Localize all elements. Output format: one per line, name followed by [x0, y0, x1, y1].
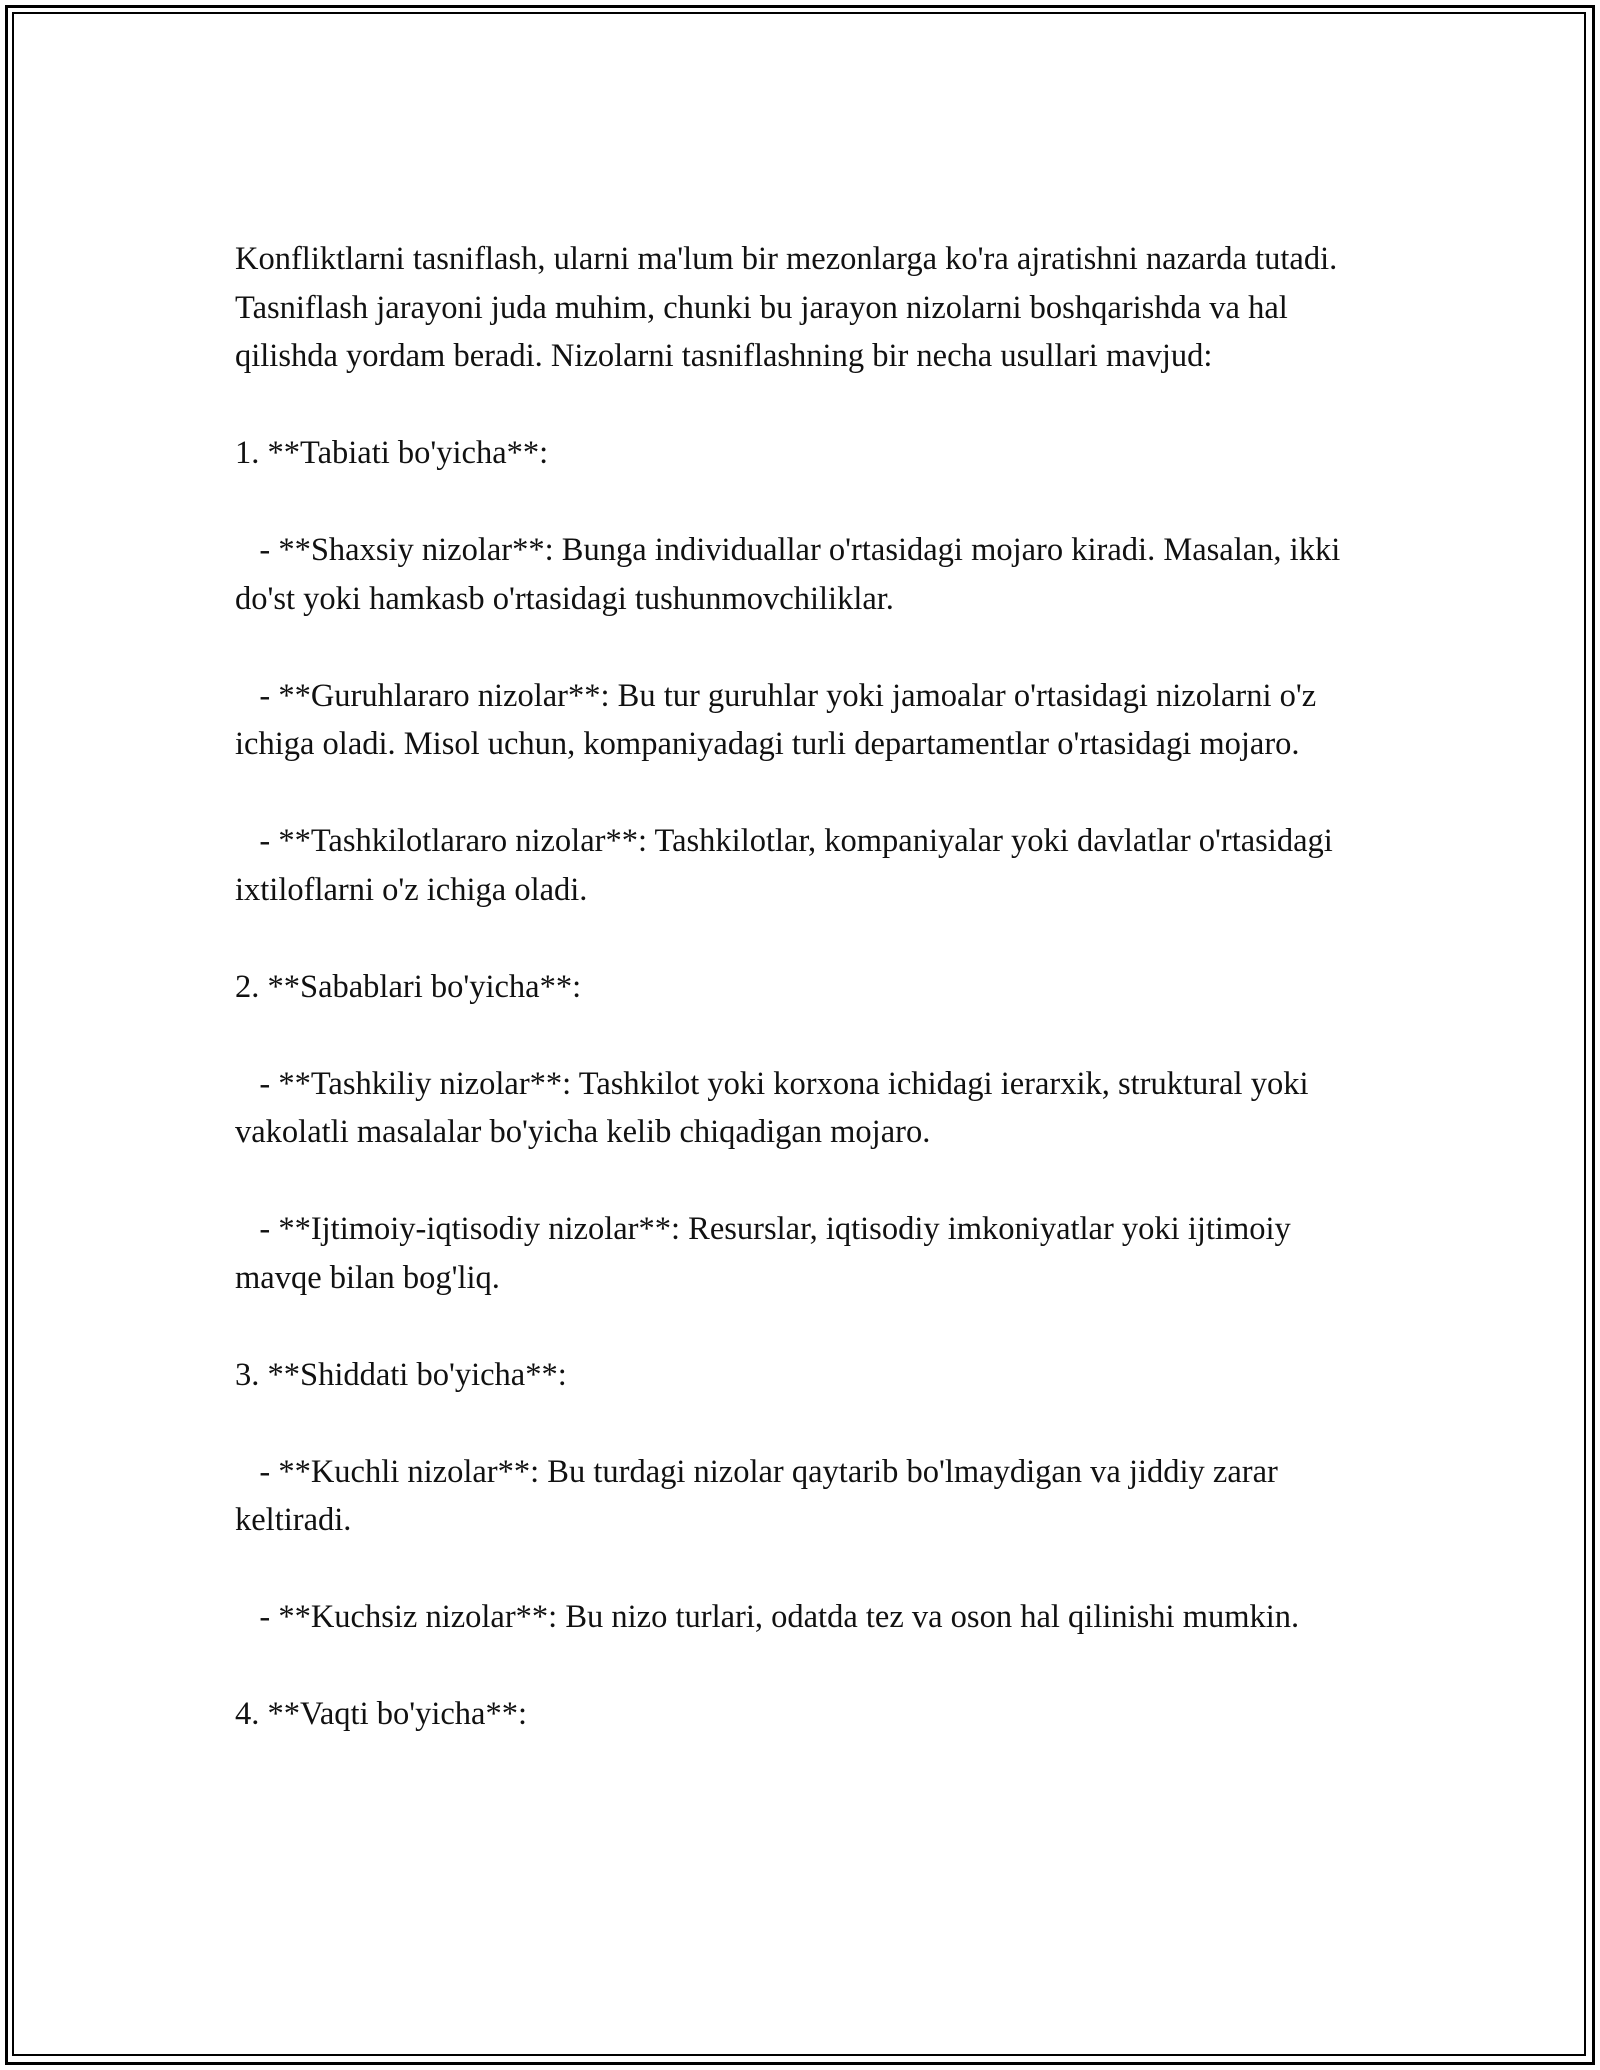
intro-paragraph: Konfliktlarni tasniflash, ularni ma'lum bir mezonlarga ko'ra ajratishni nazarda tutadi. Tasniflash jarayoni juda muhim, chunki bu jarayon nizolarni boshqarishda va hal qilishda yordam beradi. Nizolarni tasniflashning bir necha usullari mavjud: [235, 241, 1345, 374]
list-item-kuchli: - **Kuchli nizolar**: Bu turdagi nizolar qaytarib bo'lmaydigan va jiddiy zarar keltiradi. [235, 1453, 1286, 1538]
list-item-ijtimoiy-iqtisodiy: - **Ijtimoiy-iqtisodiy nizolar**: Resurslar, iqtisodiy imkoniyatlar yoki ijtimoiy mavqe bilan bog'liq. [235, 1211, 1299, 1296]
list-item-tashkilotlararo: - **Tashkilotlararo nizolar**: Tashkilotlar, kompaniyalar yoki davlatlar o'rtasidagi ixtiloflarni o'z ichiga oladi. [235, 823, 1341, 908]
list-item-kuchsiz: - **Kuchsiz nizolar**: Bu nizo turlari, odatda tez va oson hal qilinishi mumkin. [235, 1599, 1300, 1635]
list-item-guruhlararo: - **Guruhlararo nizolar**: Bu tur guruhlar yoki jamoalar o'rtasidagi nizolarni o'z ichiga oladi. Misol uchun, kompaniyadagi turli departamentlar o'rtasidagi mojaro. [235, 677, 1325, 762]
section-heading-shiddati: 3. **Shiddati bo'yicha**: [235, 1356, 567, 1393]
list-item-tashkiliy: - **Tashkiliy nizolar**: Tashkilot yoki korxona ichidagi ierarxik, struktural yoki vakolatli masalalar bo'yicha kelib chiqadigan mojaro. [235, 1065, 1317, 1150]
section-heading-sabablari: 2. **Sabablari bo'yicha**: [235, 968, 582, 1005]
document-body [235, 235, 1375, 1739]
list-item-shaxsiy: - **Shaxsiy nizolar**: Bunga individuallar o'rtasidagi mojaro kiradi. Masalan, ikki do'st yoki hamkasb o'rtasidagi tushunmovchiliklar. [235, 532, 1349, 617]
section-heading-tabiati: 1. **Tabiati bo'yicha**: [235, 435, 549, 471]
section-heading-vaqti: 4. **Vaqti bo'yicha**: [235, 1696, 527, 1732]
